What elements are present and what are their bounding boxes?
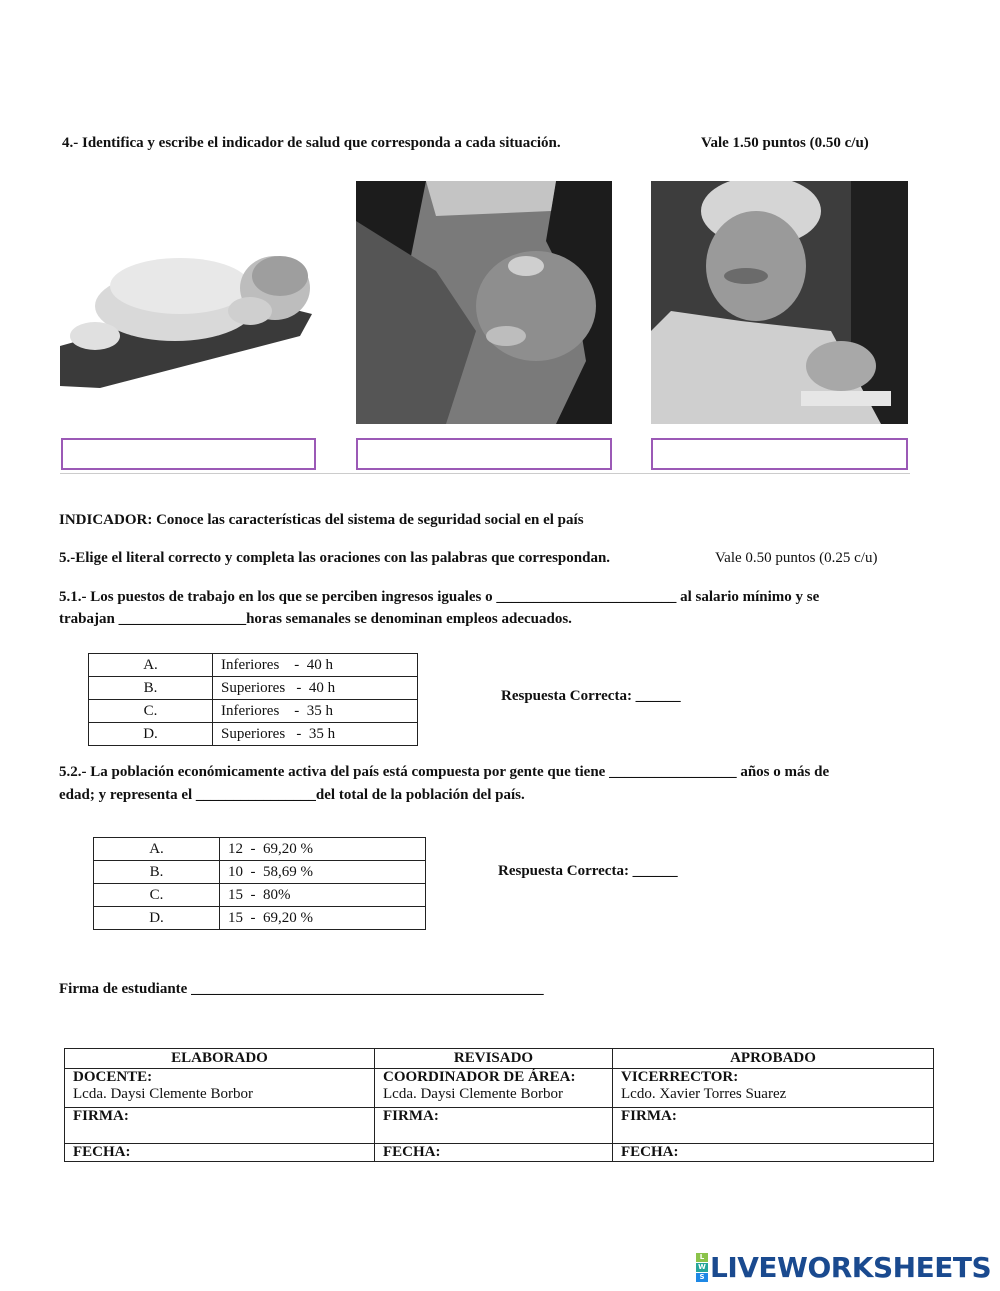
firma-label: FIRMA:	[383, 1108, 439, 1124]
answer-box-baby[interactable]	[61, 438, 316, 470]
option-text: 12 - 69,20 %	[220, 838, 426, 861]
answer-box-pregnant[interactable]	[356, 438, 612, 470]
option-row[interactable]	[89, 700, 418, 723]
option-text: 15 - 69,20 %	[220, 907, 426, 930]
header-aprobado: APROBADO	[613, 1049, 934, 1069]
fecha-cell	[375, 1144, 613, 1162]
option-letter: B.	[89, 677, 213, 700]
question-5-1-text: 5.1.- Los puestos de trabajo en los que se perciben ingresos iguales o ________________________ al salario mínimo y se	[59, 589, 820, 605]
option-row[interactable]	[94, 884, 426, 907]
option-row[interactable]	[94, 907, 426, 930]
logo-mark-letter: W	[696, 1263, 708, 1272]
baby-photo	[60, 226, 312, 388]
cell-vicerrector	[613, 1069, 934, 1108]
question-5-title: 5.-Elige el literal correcto y completa las oraciones con las palabras que correspondan.	[59, 550, 611, 566]
question-5-2-text: 5.2.- La población económicamente activa del país está compuesta por gente que tiene _________________ años o más de	[59, 764, 830, 780]
logo-text: LIVEWORKSHEETS	[710, 1250, 992, 1284]
option-letter: B.	[94, 861, 220, 884]
approval-table	[64, 1048, 934, 1162]
logo-mark-letter: L	[696, 1253, 708, 1262]
fecha-label: FECHA:	[383, 1144, 441, 1160]
fecha-label: FECHA:	[621, 1144, 679, 1160]
fecha-cell	[613, 1144, 934, 1162]
option-text: Superiores - 35 h	[213, 723, 418, 746]
option-letter: D.	[94, 907, 220, 930]
cell-coordinador	[375, 1069, 613, 1108]
role-label: COORDINADOR DE ÁREA:	[383, 1069, 576, 1085]
option-letter: D.	[89, 723, 213, 746]
option-letter: C.	[94, 884, 220, 907]
option-row[interactable]	[89, 677, 418, 700]
divider	[60, 473, 910, 474]
options-table-5-2	[93, 837, 426, 930]
option-row[interactable]	[94, 838, 426, 861]
question-4-title: 4.- Identifica y escribe el indicador de salud que corresponda a cada situación.	[62, 135, 561, 151]
pregnant-woman-photo	[356, 181, 612, 424]
correct-answer-5-1[interactable]: Respuesta Correcta: ______	[501, 688, 681, 704]
firma-cell	[375, 1108, 613, 1144]
question-5-2-text-cont: edad; y representa el ________________del total de la población del país.	[59, 787, 525, 803]
option-row[interactable]	[89, 723, 418, 746]
cell-docente	[65, 1069, 375, 1108]
liveworksheets-logo	[696, 1250, 992, 1284]
firma-cell	[65, 1108, 375, 1144]
fecha-cell	[65, 1144, 375, 1162]
correct-answer-5-2[interactable]: Respuesta Correcta: ______	[498, 863, 678, 879]
logo-mark-icon	[696, 1253, 708, 1282]
option-text: Inferiores - 40 h	[213, 654, 418, 677]
firma-cell	[613, 1108, 934, 1144]
question-5-1-text-cont: trabajan _________________horas semanales se denominan empleos adecuados.	[59, 611, 572, 627]
question-5-points: Vale 0.50 puntos (0.25 c/u)	[715, 550, 878, 566]
option-letter: A.	[94, 838, 220, 861]
options-table-5-1	[88, 653, 418, 746]
option-letter: A.	[89, 654, 213, 677]
question-4-points: Vale 1.50 puntos (0.50 c/u)	[701, 135, 869, 151]
indicator-heading: INDICADOR: Conoce las características del sistema de seguridad social en el país	[59, 512, 584, 528]
role-label: VICERRECTOR:	[621, 1069, 739, 1085]
option-row[interactable]	[94, 861, 426, 884]
answer-box-elderly[interactable]	[651, 438, 908, 470]
elderly-man-photo	[651, 181, 908, 424]
role-name: Lcda. Daysi Clemente Borbor	[73, 1086, 253, 1102]
logo-mark-letter: S	[696, 1273, 708, 1282]
option-letter: C.	[89, 700, 213, 723]
option-text: Inferiores - 35 h	[213, 700, 418, 723]
firma-label: FIRMA:	[621, 1108, 677, 1124]
firma-label: FIRMA:	[73, 1108, 129, 1124]
option-row[interactable]	[89, 654, 418, 677]
role-label: DOCENTE:	[73, 1069, 153, 1085]
option-text: 15 - 80%	[220, 884, 426, 907]
role-name: Lcda. Daysi Clemente Borbor	[383, 1086, 563, 1102]
option-text: Superiores - 40 h	[213, 677, 418, 700]
header-revisado: REVISADO	[375, 1049, 613, 1069]
student-signature-line: Firma de estudiante _______________________________________________	[59, 981, 544, 997]
header-elaborado: ELABORADO	[65, 1049, 375, 1069]
option-text: 10 - 58,69 %	[220, 861, 426, 884]
fecha-label: FECHA:	[73, 1144, 131, 1160]
role-name: Lcdo. Xavier Torres Suarez	[621, 1086, 787, 1102]
